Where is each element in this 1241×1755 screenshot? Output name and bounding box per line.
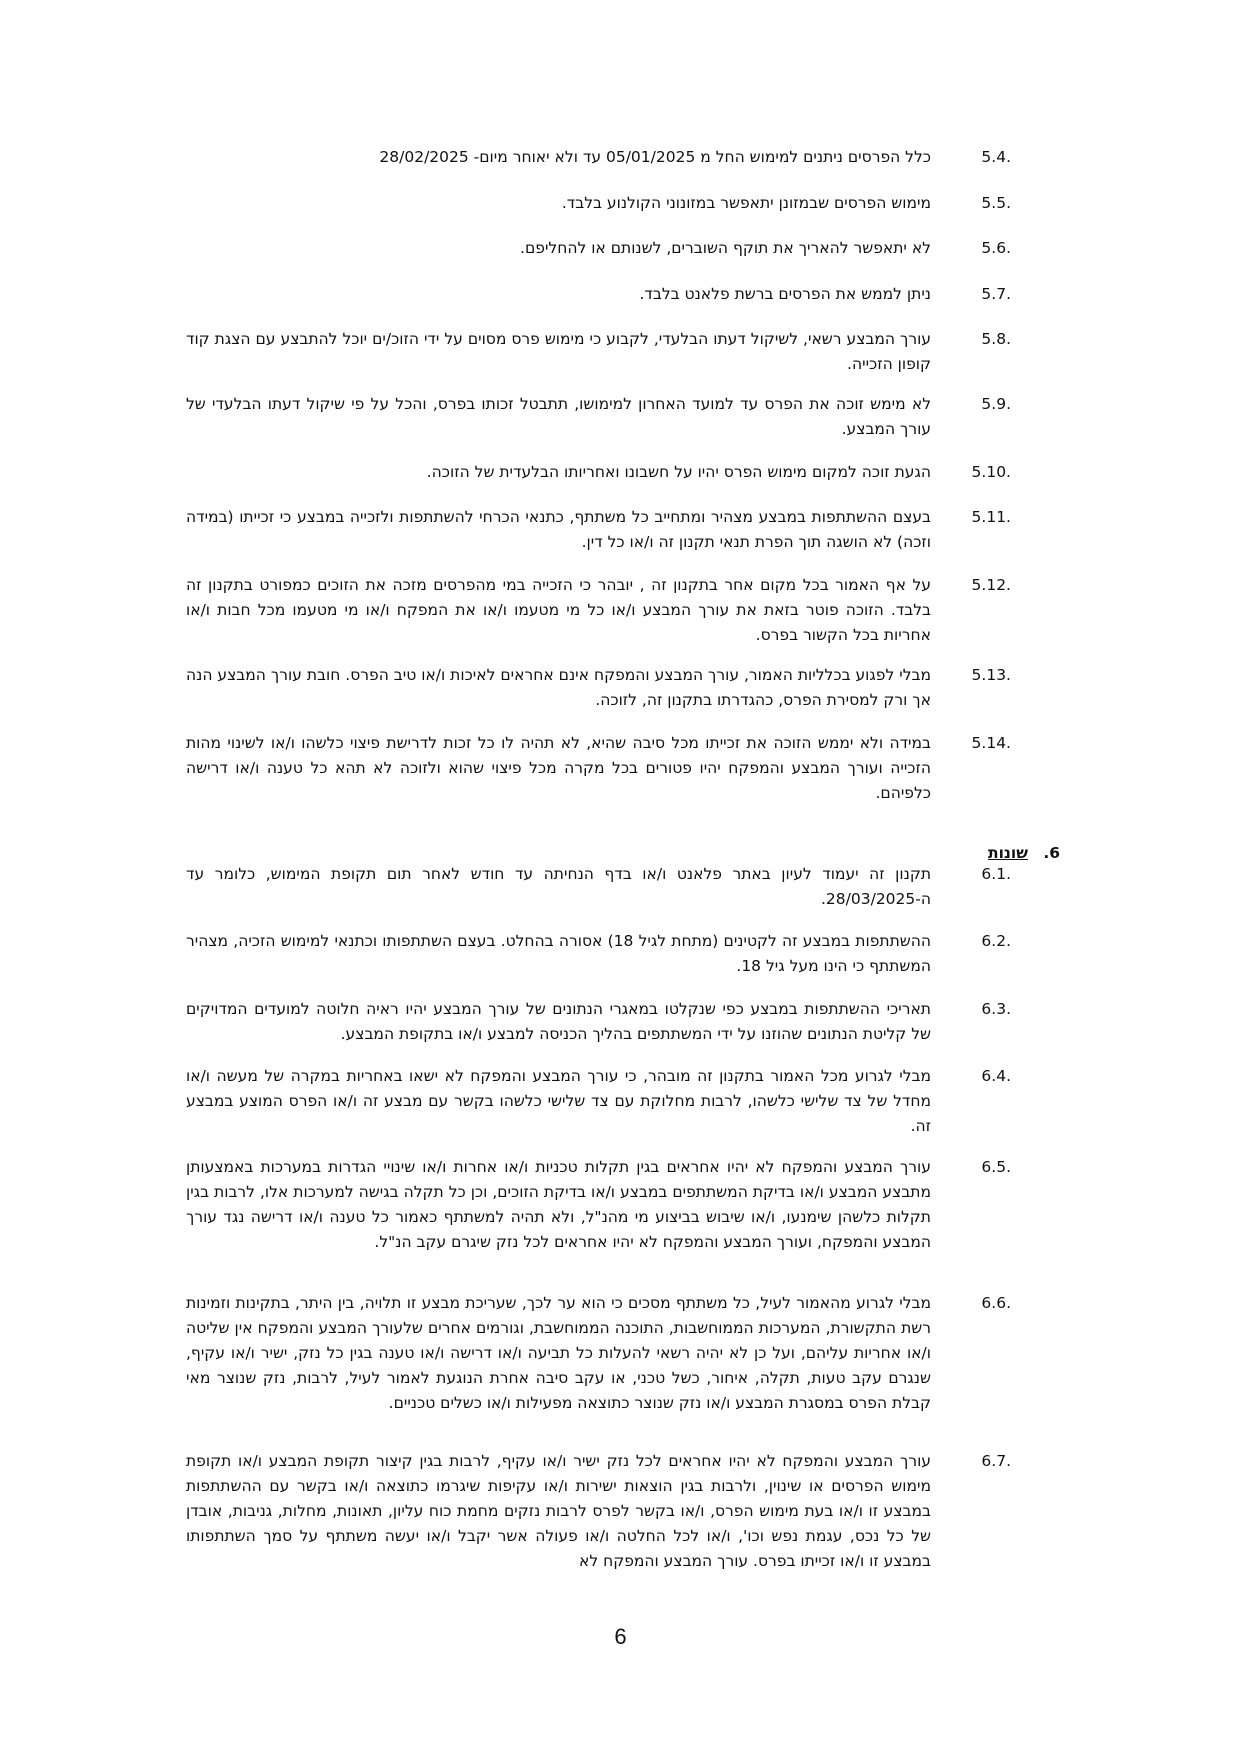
clause-text: על אף האמור בכל מקום אחר בתקנון זה , יובהר כי הזכייה במי מהפרסים מזכה את הזוכים כמפורט בתקנון זה בלבד. הזוכה פוטר בזאת את עורך המבצע ו/או כל מי מטעמו ו/או את המפקח ו/או מי מטעמו מכל חבות ו/או אחריות בכל הקשור בפרס. <box>186 576 931 644</box>
clause-5-14 <box>186 731 1011 806</box>
clause-text: תאריכי ההשתתפות במבצע כפי שנקלטו במאגרי הנתונים של עורך המבצע יהיו ראיה חלוטה למועדים המדויקים של קליטת הנתונים שהוזנו על ידי המשתתפים בהליך הכניסה למבצע ו/או בתקופת המבצע. <box>186 1000 931 1043</box>
clause-number: 6.2. <box>981 932 1011 950</box>
clause-text: מבלי לגרוע מכל האמור בתקנון זה מובהר, כי עורך המבצע והמפקח לא ישאו באחריות במקרה של מעשה ו/או מחדל של צד שלישי כלשהו, לרבות מחלוקת עם צד שלישי כלשהו בקשר עם מבצע זה ו/או הפרס המוצע במבצע זה. <box>186 1067 931 1135</box>
clause-text: לא יתאפשר להאריך את תוקף השוברים, לשנותם או להחליפם. <box>520 239 931 257</box>
clause-6-2 <box>186 929 1011 979</box>
clause-text: מבלי לגרוע מהאמור לעיל, כל משתתף מסכים כי הוא ער לכך, שעריכת מבצע זו תלויה, בין היתר, בתקינות וזמינות רשת התקשורת, המערכות הממוחשבות, התוכנה הממוחשבת, וגורמים אחרים שלעורך המבצע והמפקח אין שליטה ו/או אחריות עליהם, ועל כן לא יהיה רשאי להעלות כל תביעה ו/או דרישה ו/או טענה בגין כל נזק, ישיר ו/או עקיף, שנגרם עקב טעות, תקלה, איחור, כשל טכני, או עקב סיבה אחרת הנוגעת לאמור לעיל, לרבות, נזק שנוצר מאי קבלת הפרס במסגרת המבצע ו/או נזק שנוצר כתוצאה מפעילות ו/או כשלים טכניים. <box>186 1294 931 1412</box>
clause-5-4 <box>186 145 1011 170</box>
clause-number: 5.10. <box>971 463 1011 481</box>
clause-5-10 <box>186 460 1011 485</box>
clause-number: 5.4. <box>981 148 1011 166</box>
clause-5-9 <box>186 392 1011 442</box>
clause-number: 6.7. <box>981 1452 1011 1470</box>
clause-number: 5.13. <box>971 666 1011 684</box>
section-number: 6. <box>1043 844 1060 862</box>
clause-text: ההשתתפות במבצע זה לקטינים (מתחת לגיל 18) אסורה בהחלט. בעצם השתתפותו וכתנאי למימוש הזכיה, מצהיר המשתתף כי הינו מעל גיל 18. <box>186 932 931 975</box>
clause-5-12 <box>186 573 1011 648</box>
clause-text: במידה ולא יממש הזוכה את זכייתו מכל סיבה שהיא, לא תהיה לו כל זכות לדרישת פיצוי כלשהו ו/או לשינוי מהות הזכייה ועורך המבצע והמפקח יהיו פטורים בכל מקרה מכל פיצוי שהוא ולזוכה לא תהא כל טענה ו/או דרישה כלפיהם. <box>186 734 931 802</box>
clause-text: עורך המבצע רשאי, לשיקול דעתו הבלעדי, לקבוע כי מימוש פרס מסוים על ידי הזוכ/ים יוכל להתבצע עם הצגת קוד קופון הזכייה. <box>186 330 931 373</box>
clause-6-7 <box>186 1449 1011 1574</box>
clause-5-5 <box>186 191 1011 216</box>
clause-number: 6.4. <box>981 1067 1011 1085</box>
clause-6-6 <box>186 1291 1011 1416</box>
clause-6-4 <box>186 1064 1011 1139</box>
clause-number: 6.5. <box>981 1158 1011 1176</box>
section-title: שונות <box>987 844 1028 862</box>
clause-number: 5.6. <box>981 239 1011 257</box>
clause-6-5 <box>186 1155 1011 1255</box>
clause-text: תקנון זה יעמוד לעיון באתר פלאנט ו/או בדף הנחיתה עד חודש לאחר תום תקופת המימוש, כלומר עד ה-28/03/2025. <box>186 865 931 908</box>
clause-5-6 <box>186 236 1011 261</box>
page-number: 6 <box>614 1624 627 1649</box>
clause-number: 5.11. <box>971 508 1011 526</box>
clause-number: 6.3. <box>981 1000 1011 1018</box>
clause-number: 6.6. <box>981 1294 1011 1312</box>
clause-text: בעצם ההשתתפות במבצע מצהיר ומתחייב כל משתתף, כתנאי הכרחי להשתתפות ולזכייה במבצע כי זכייתו (במידה וזכה) לא הושגה תוך הפרת תנאי תקנון זה ו/או כל דין. <box>186 508 931 551</box>
clause-text: ניתן לממש את הפרסים ברשת פלאנט בלבד. <box>639 285 931 303</box>
clause-number: 6.1. <box>981 865 1011 883</box>
clause-text: כלל הפרסים ניתנים למימוש החל מ 05/01/2025 עד ולא יאוחר מיום- 28/02/2025 <box>379 148 931 166</box>
clause-6-3 <box>186 997 1011 1047</box>
clause-number: 5.9. <box>981 395 1011 413</box>
clause-text: מבלי לפגוע בכלליות האמור, עורך המבצע והמפקח אינם אחראים לאיכות ו/או טיב הפרס. חובת עורך המבצע הנה אך ורק למסירת הפרס, כהגדרתו בתקנון זה, לזוכה. <box>186 666 931 709</box>
clause-number: 5.5. <box>981 194 1011 212</box>
clause-number: 5.7. <box>981 285 1011 303</box>
clause-5-11 <box>186 505 1011 555</box>
clause-5-8 <box>186 327 1011 377</box>
clause-5-13 <box>186 663 1011 713</box>
clause-6-1 <box>186 862 1011 912</box>
clause-text: מימוש הפרסים שבמזונן יתאפשר במזונוני הקולנוע בלבד. <box>561 194 931 212</box>
clause-5-7 <box>186 282 1011 307</box>
clause-text: לא מימש זוכה את הפרס עד למועד האחרון למימושו, תתבטל זכותו בפרס, והכל על פי שיקול דעתו הבלעדי של עורך המבצע. <box>186 395 931 438</box>
clause-number: 5.8. <box>981 330 1011 348</box>
clause-text: עורך המבצע והמפקח לא יהיו אחראים בגין תקלות טכניות ו/או אחרות ו/או שינויי הגדרות במערכות באמצעותן מתבצע המבצע ו/או בדיקת המשתתפים במבצע ו/או בדיקת הזוכים, וכן כל תקלה בגישה למערכות אלו, לרבות בגין תקלות כלשהן שימנעו, ו/או שיבוש בביצוע מי מהנ"ל, ולא תהיה למשתתף כאמור כל טענה ו/או דרישה נגד עורך המבצע והמפקח, ועורך המבצע והמפקח לא יהיו אחראים לכל נזק שיגרם עקב הנ"ל. <box>186 1158 931 1251</box>
clause-text: עורך המבצע והמפקח לא יהיו אחראים לכל נזק ישיר ו/או עקיף, לרבות בגין קיצור תקופת המבצע ו/או תקופת מימוש הפרסים או שינוין, ולרבות בגין הוצאות ישירות ו/או עקיפות שיגרמו כתוצאה ו/או בקשר עם ההשתתפות במבצע זו ו/או בעת מימוש הפרס, ו/או בקשר לפרס לרבות נזקים מחמת כוח עליון, תאונות, מחלות, גניבות, אובדן של כל נכס, עגמת נפש וכו', ו/או לכל החלטה ו/או פעולה אשר יקבל ו/או יעשה משתתף על סמך השתתפותו במבצע זו ו/או זכייתו בפרס. עורך המבצע והמפקח לא <box>186 1452 931 1570</box>
clause-number: 5.12. <box>971 576 1011 594</box>
clause-number: 5.14. <box>971 734 1011 752</box>
clause-text: הגעת זוכה למקום מימוש הפרס יהיו על חשבונו ואחריותו הבלעדית של הזוכה. <box>426 463 931 481</box>
